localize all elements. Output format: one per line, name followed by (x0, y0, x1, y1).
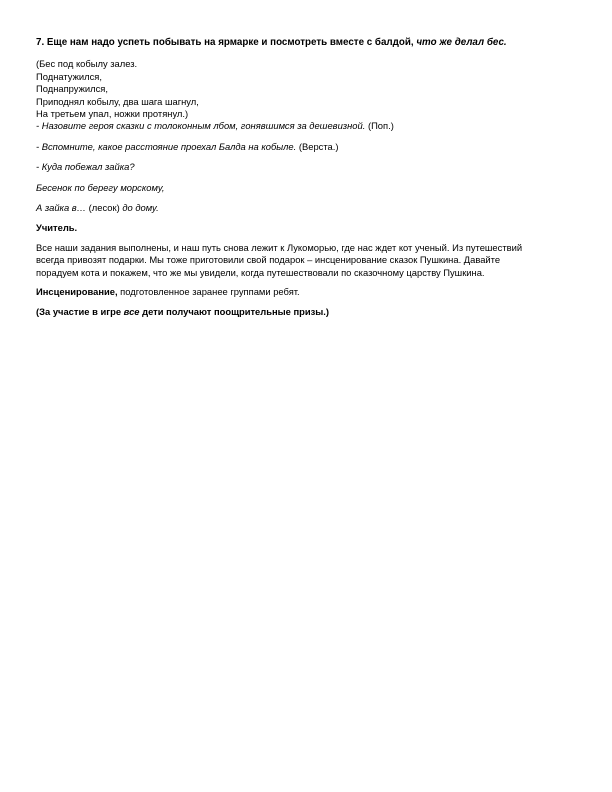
rhyme-line-2-end: до дому. (122, 202, 159, 214)
task-7-emphasis: что же делал бес. (416, 37, 507, 48)
task-7-text: 7. Еще нам надо успеть побывать на ярмарке и посмотреть вместе с балдой, (36, 37, 417, 48)
question-1 (36, 120, 576, 132)
prizes-text-end: дети получают поощрительные призы.) (139, 305, 330, 317)
question-2 (36, 141, 576, 153)
verse-line-5: На третьем упал, ножки протянул.) (36, 108, 189, 120)
teacher-text-line-2: всегда привозят подарки. Мы тоже приготовили свой подарок – инсценирование сказок Пушкина. Давайте (36, 254, 501, 266)
prizes-text-start: (За участие в игре (36, 305, 124, 317)
document-page (36, 37, 576, 325)
teacher-label: Учитель. (36, 222, 78, 234)
rhyme-line-1-text: Бесенок по берегу морскому, (36, 181, 165, 193)
verse-line-3: Поднапружился, (36, 83, 108, 95)
teacher-text-line-1: Все наши задания выполнены, и наш путь снова лежит к Лукоморью, где нас ждет кот ученый. Из путешествий (36, 241, 523, 253)
question-3-text: - Куда побежал зайка? (36, 161, 135, 173)
verse-line-1: (Бес под кобылу залез. (36, 58, 138, 70)
question-1-answer: (Поп.) (365, 120, 394, 132)
verse-line-4: Приподнял кобылу, два шага шагнул, (36, 95, 199, 107)
rhyme-line-2 (36, 202, 576, 214)
rhyme-line-2-answer: (лесок) (86, 202, 123, 214)
staging-text: подготовленное заранее группами ребят. (117, 286, 300, 298)
question-1-text: - Назовите героя сказки с толоконным лбом, гонявшимся за дешевизной. (36, 120, 366, 132)
prizes-emphasis: все (123, 305, 140, 317)
task-7-heading (36, 37, 576, 49)
verse-line-2: Поднатужился, (36, 70, 102, 82)
staging-paragraph (36, 286, 576, 298)
question-2-text: - Вспомните, какое расстояние проехал Балда на кобыле. (36, 140, 297, 152)
prizes-paragraph (36, 306, 576, 318)
rhyme-line-1 (36, 182, 576, 194)
teacher-text-line-3: порадуем кота и покажем, что же мы увидели, когда путешествовали по сказочному царству Пушкина. (36, 266, 485, 278)
teacher-paragraph (36, 242, 576, 279)
verse-block (36, 58, 576, 120)
question-2-answer: (Верста.) (296, 140, 339, 152)
question-3 (36, 161, 576, 173)
staging-label: Инсценирование, (36, 286, 118, 298)
rhyme-line-2-start: А зайка в… (36, 202, 87, 214)
